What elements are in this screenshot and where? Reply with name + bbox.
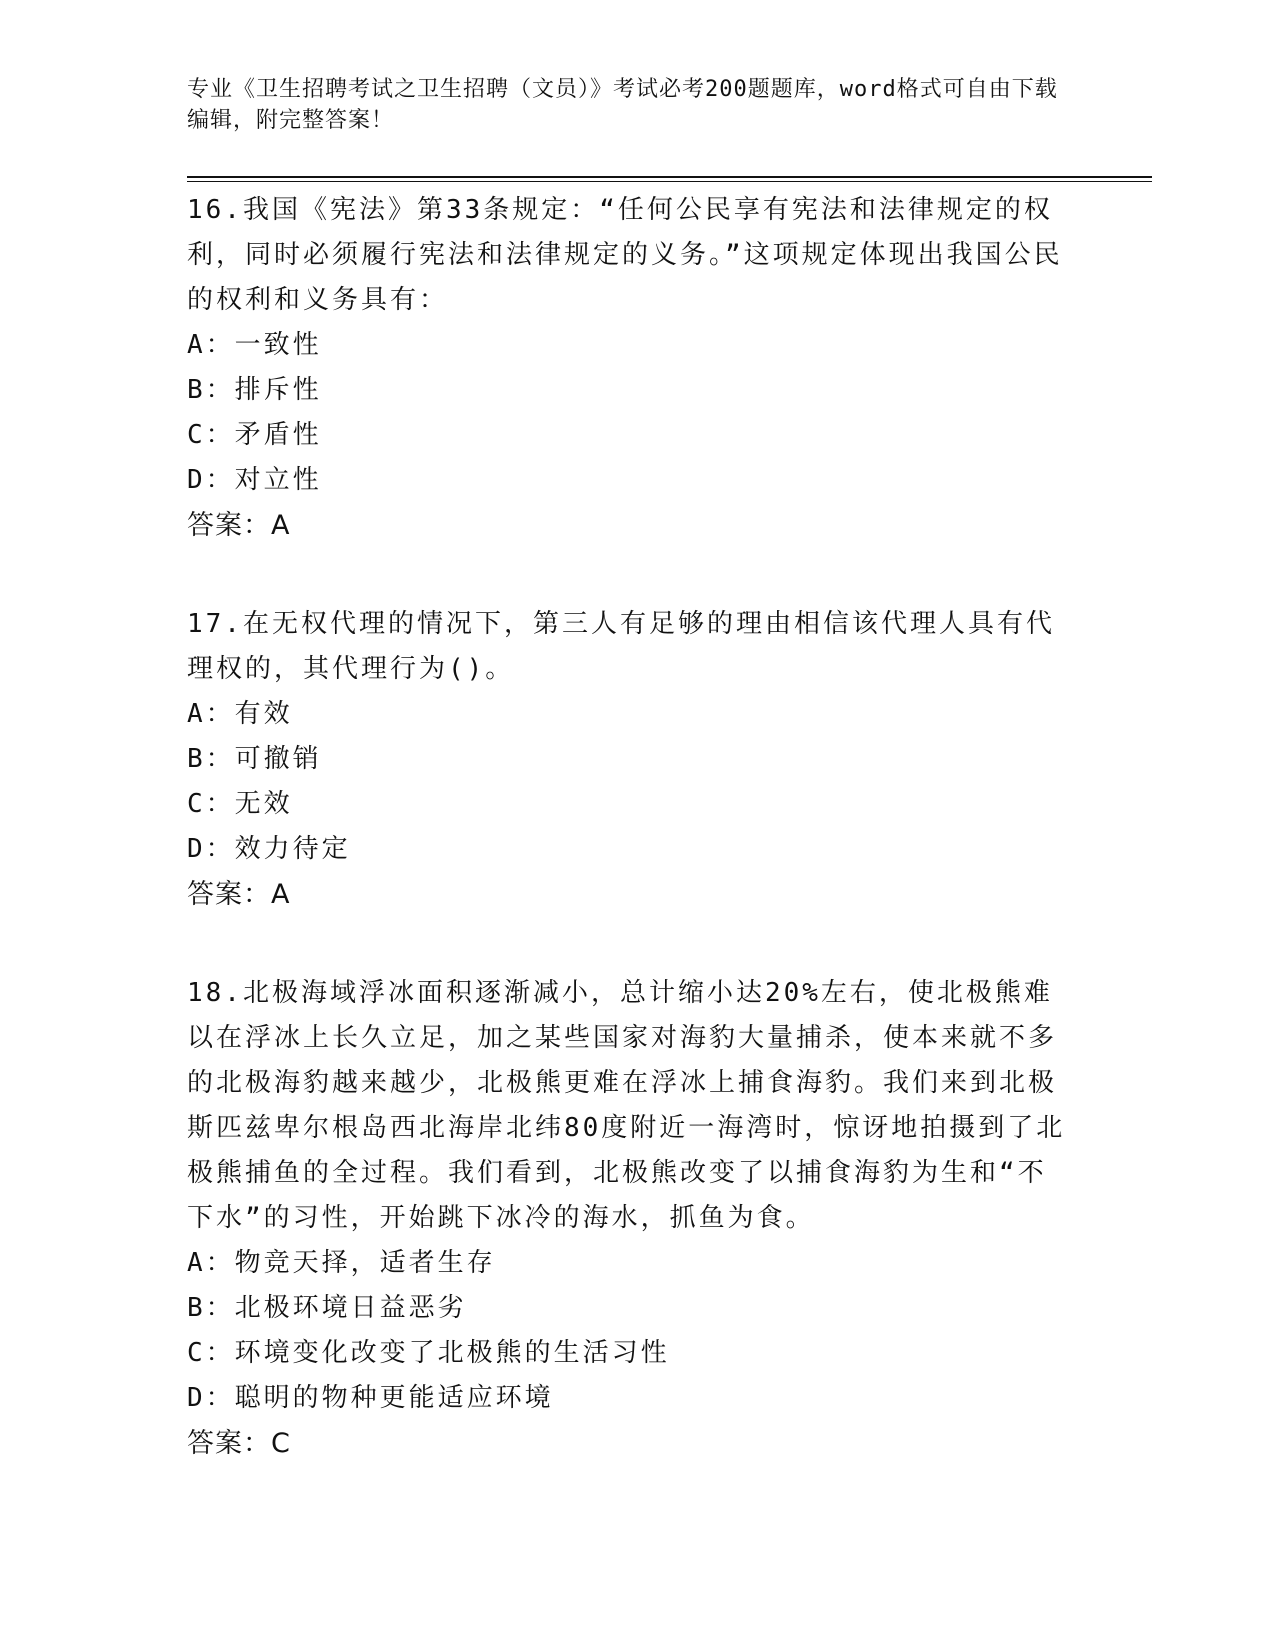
document-header: 专业《卫生招聘考试之卫生招聘（文员）》考试必考200题题库，word格式可自由下载编辑，附完整答案！: [187, 77, 1058, 133]
option-d: D：聪明的物种更能适应环境: [187, 1383, 554, 1413]
question-text: 17.在无权代理的情况下，第三人有足够的理由相信该代理人具有代理权的，其代理行为()。: [187, 609, 1055, 684]
question-text: 16.我国《宪法》第33条规定：“任何公民享有宪法和法律规定的权利，同时必须履行宪法和法律规定的义务。”这项规定体现出我国公民的权利和义务具有：: [187, 195, 1063, 315]
option-c: C：环境变化改变了北极熊的生活习性: [187, 1338, 670, 1368]
question-list: [187, 188, 1067, 1520]
question-16: [187, 188, 1067, 548]
option-a: A：一致性: [187, 330, 322, 360]
option-b: B：可撤销: [187, 744, 322, 774]
answer-line: 答案：A: [187, 510, 291, 541]
option-c: C：无效: [187, 789, 293, 819]
question-17: [187, 602, 1067, 917]
header-divider-thin: [187, 181, 1152, 182]
answer-line: 答案：C: [187, 1428, 291, 1459]
option-c: C：矛盾性: [187, 420, 322, 450]
option-a: A：物竞天择，适者生存: [187, 1248, 496, 1278]
option-a: A：有效: [187, 699, 293, 729]
question-18: [187, 971, 1067, 1466]
option-b: B：北极环境日益恶劣: [187, 1293, 467, 1323]
option-d: D：效力待定: [187, 834, 351, 864]
option-b: B：排斥性: [187, 375, 322, 405]
question-text: 18.北极海域浮冰面积逐渐减小，总计缩小达20%左右，使北极熊难以在浮冰上长久立足，加之某些国家对海豹大量捕杀，使本来就不多的北极海豹越来越少，北极熊更难在浮冰上捕食海豹。我们来到北极斯匹兹卑尔根岛西北海岸北纬80度附近一海湾时，惊讶地拍摄到了北极熊捕鱼的全过程。我们看到，北极熊改变了以捕食海豹为生和“不下水”的习性，开始跳下冰冷的海水，抓鱼为食。: [187, 978, 1066, 1233]
header-divider-thick: [187, 176, 1152, 178]
option-d: D：对立性: [187, 465, 322, 495]
answer-line: 答案：A: [187, 879, 291, 910]
